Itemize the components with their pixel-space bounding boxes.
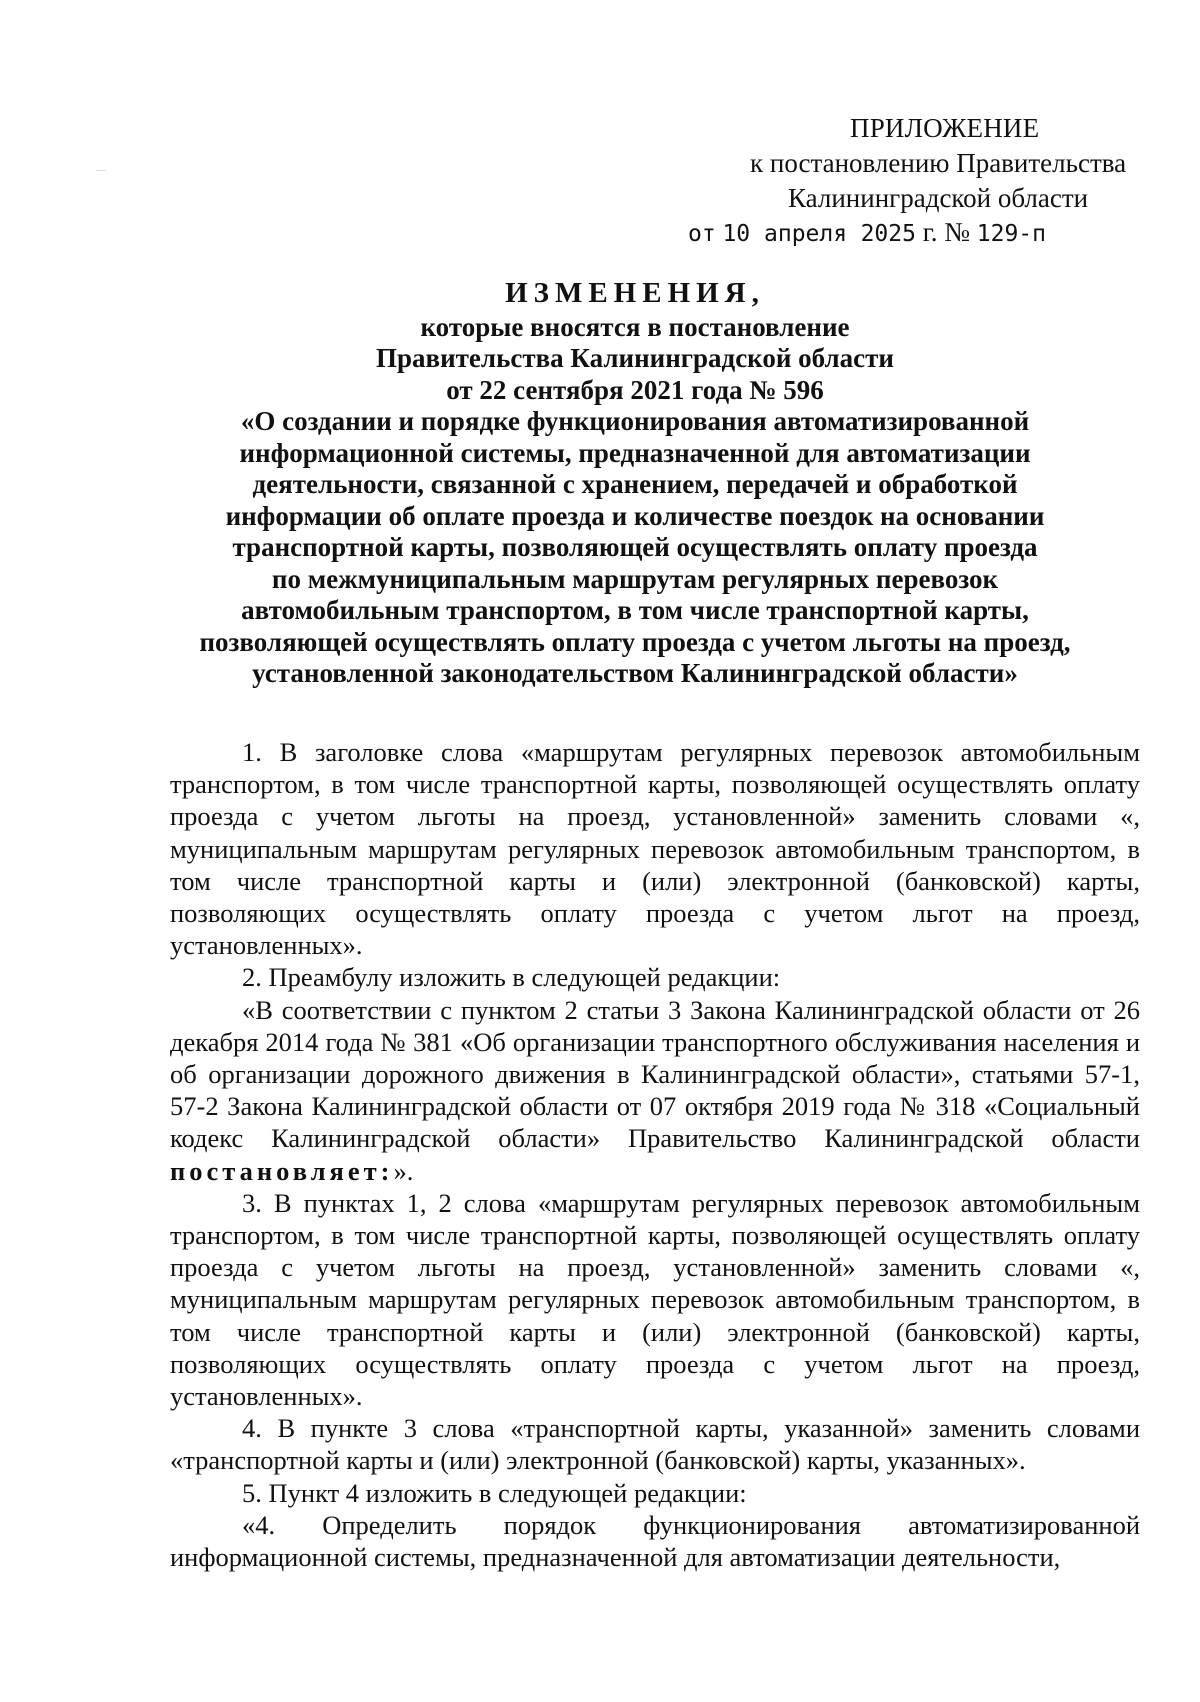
- document-body: [170, 736, 1140, 1573]
- title-line: позволяющей осуществлять оплату проезда с учетом льготы на проезд,: [199, 626, 1071, 657]
- title-line: по межмуниципальным маршрутам регулярных перевозок: [271, 563, 999, 594]
- number-sign: №: [944, 217, 971, 247]
- title-line: Правительства Калининградской области: [376, 343, 894, 373]
- title-line: информации об оплате проезда и количестве поездок на основании: [225, 500, 1045, 531]
- title-line: которые вносятся в постановление: [420, 311, 850, 342]
- date-prefix: от: [688, 221, 716, 247]
- scan-mark: [96, 170, 106, 171]
- paragraph-5: 4. В пункте 3 слова «транспортной карты, указанной» заменить словами «транспортной карты и (или) электронной (банковской) карты, указанных».: [170, 1413, 1140, 1476]
- title-line: установленной законодательством Калининградской области»: [252, 658, 1018, 688]
- title-line: от 22 сентября 2021 года № 596: [446, 374, 824, 405]
- preamble-text: «В соответствии с пунктом 2 статьи 3 Закона Калининградской области от 26 декабря 2014 года № 381 «Об организации транспортного обслуживания населения и об организации дорожного движения в Калининградской области», статьями 57-1, 57-2 Закона Калининградской области от 07 октября 2019 года № 318 «Социальный кодекс Калининградской области» Правительство Калининградской области: [170, 994, 1140, 1154]
- appendix-line-resolution: к постановлению Правительства: [750, 148, 1127, 178]
- number-value: 129-п: [976, 221, 1047, 247]
- paragraph-1: 1. В заголовке слова «маршрутам регулярных перевозок автомобильным транспортом, в том числе транспортной карты, позволяющей осуществлять оплату проезда с учетом льготы на проезд, установленной» заменить словами «, муниципальным маршрутам регулярных перевозок автомобильным транспортом, в том числе транспортной карты и (или) электронной (банковской) карты, позволяющих осуществлять оплату проезда с учетом льгот на проезд, установленных».: [170, 737, 1140, 961]
- title-line: автомобильным транспортом, в том числе транспортной карты,: [241, 595, 1029, 625]
- paragraph-2: 2. Преамбулу изложить в следующей редакции:: [242, 962, 781, 993]
- appendix-date-line: [688, 216, 1046, 251]
- document-title: [170, 278, 1100, 690]
- date-value: 10 апреля: [722, 221, 848, 247]
- title-line: «О создании и порядке функционирования автоматизированной: [240, 406, 1030, 436]
- paragraph-7: «4. Определить порядок функционирования автоматизированной информационной системы, предназначенной для автоматизации деятельности,: [170, 1509, 1140, 1573]
- title-line: деятельности, связанной с хранением, передачей и обработкой: [252, 469, 1018, 499]
- paragraph-6: 5. Пункт 4 изложить в следующей редакции:: [242, 1477, 747, 1508]
- paragraph-3-preamble: [170, 994, 1140, 1187]
- appendix-line-region: Калининградской области: [788, 183, 1089, 213]
- title-heading: ИЗМЕНЕНИЯ,: [505, 277, 765, 309]
- preamble-spaced-word: постановляет:: [170, 1155, 394, 1186]
- year-suffix: г.: [922, 217, 938, 247]
- year-value: 2025: [860, 221, 916, 247]
- preamble-end: ».: [393, 1155, 414, 1186]
- title-line: транспортной карты, позволяющей осуществлять оплату проезда: [232, 532, 1038, 562]
- paragraph-4: 3. В пунктах 1, 2 слова «маршрутам регулярных перевозок автомобильным транспортом, в том числе транспортной карты, позволяющей осуществлять оплату проезда с учетом льготы на проезд, установленной» заменить словами «, муниципальным маршрутам регулярных перевозок автомобильным транспортом, в том числе транспортной карты и (или) электронной (банковской) карты, позволяющих осуществлять оплату проезда с учетом льгот на проезд, установленных».: [170, 1187, 1140, 1412]
- appendix-title: ПРИЛОЖЕНИЕ: [850, 113, 1040, 143]
- title-line: информационной системы, предназначенной для автоматизации: [239, 437, 1031, 468]
